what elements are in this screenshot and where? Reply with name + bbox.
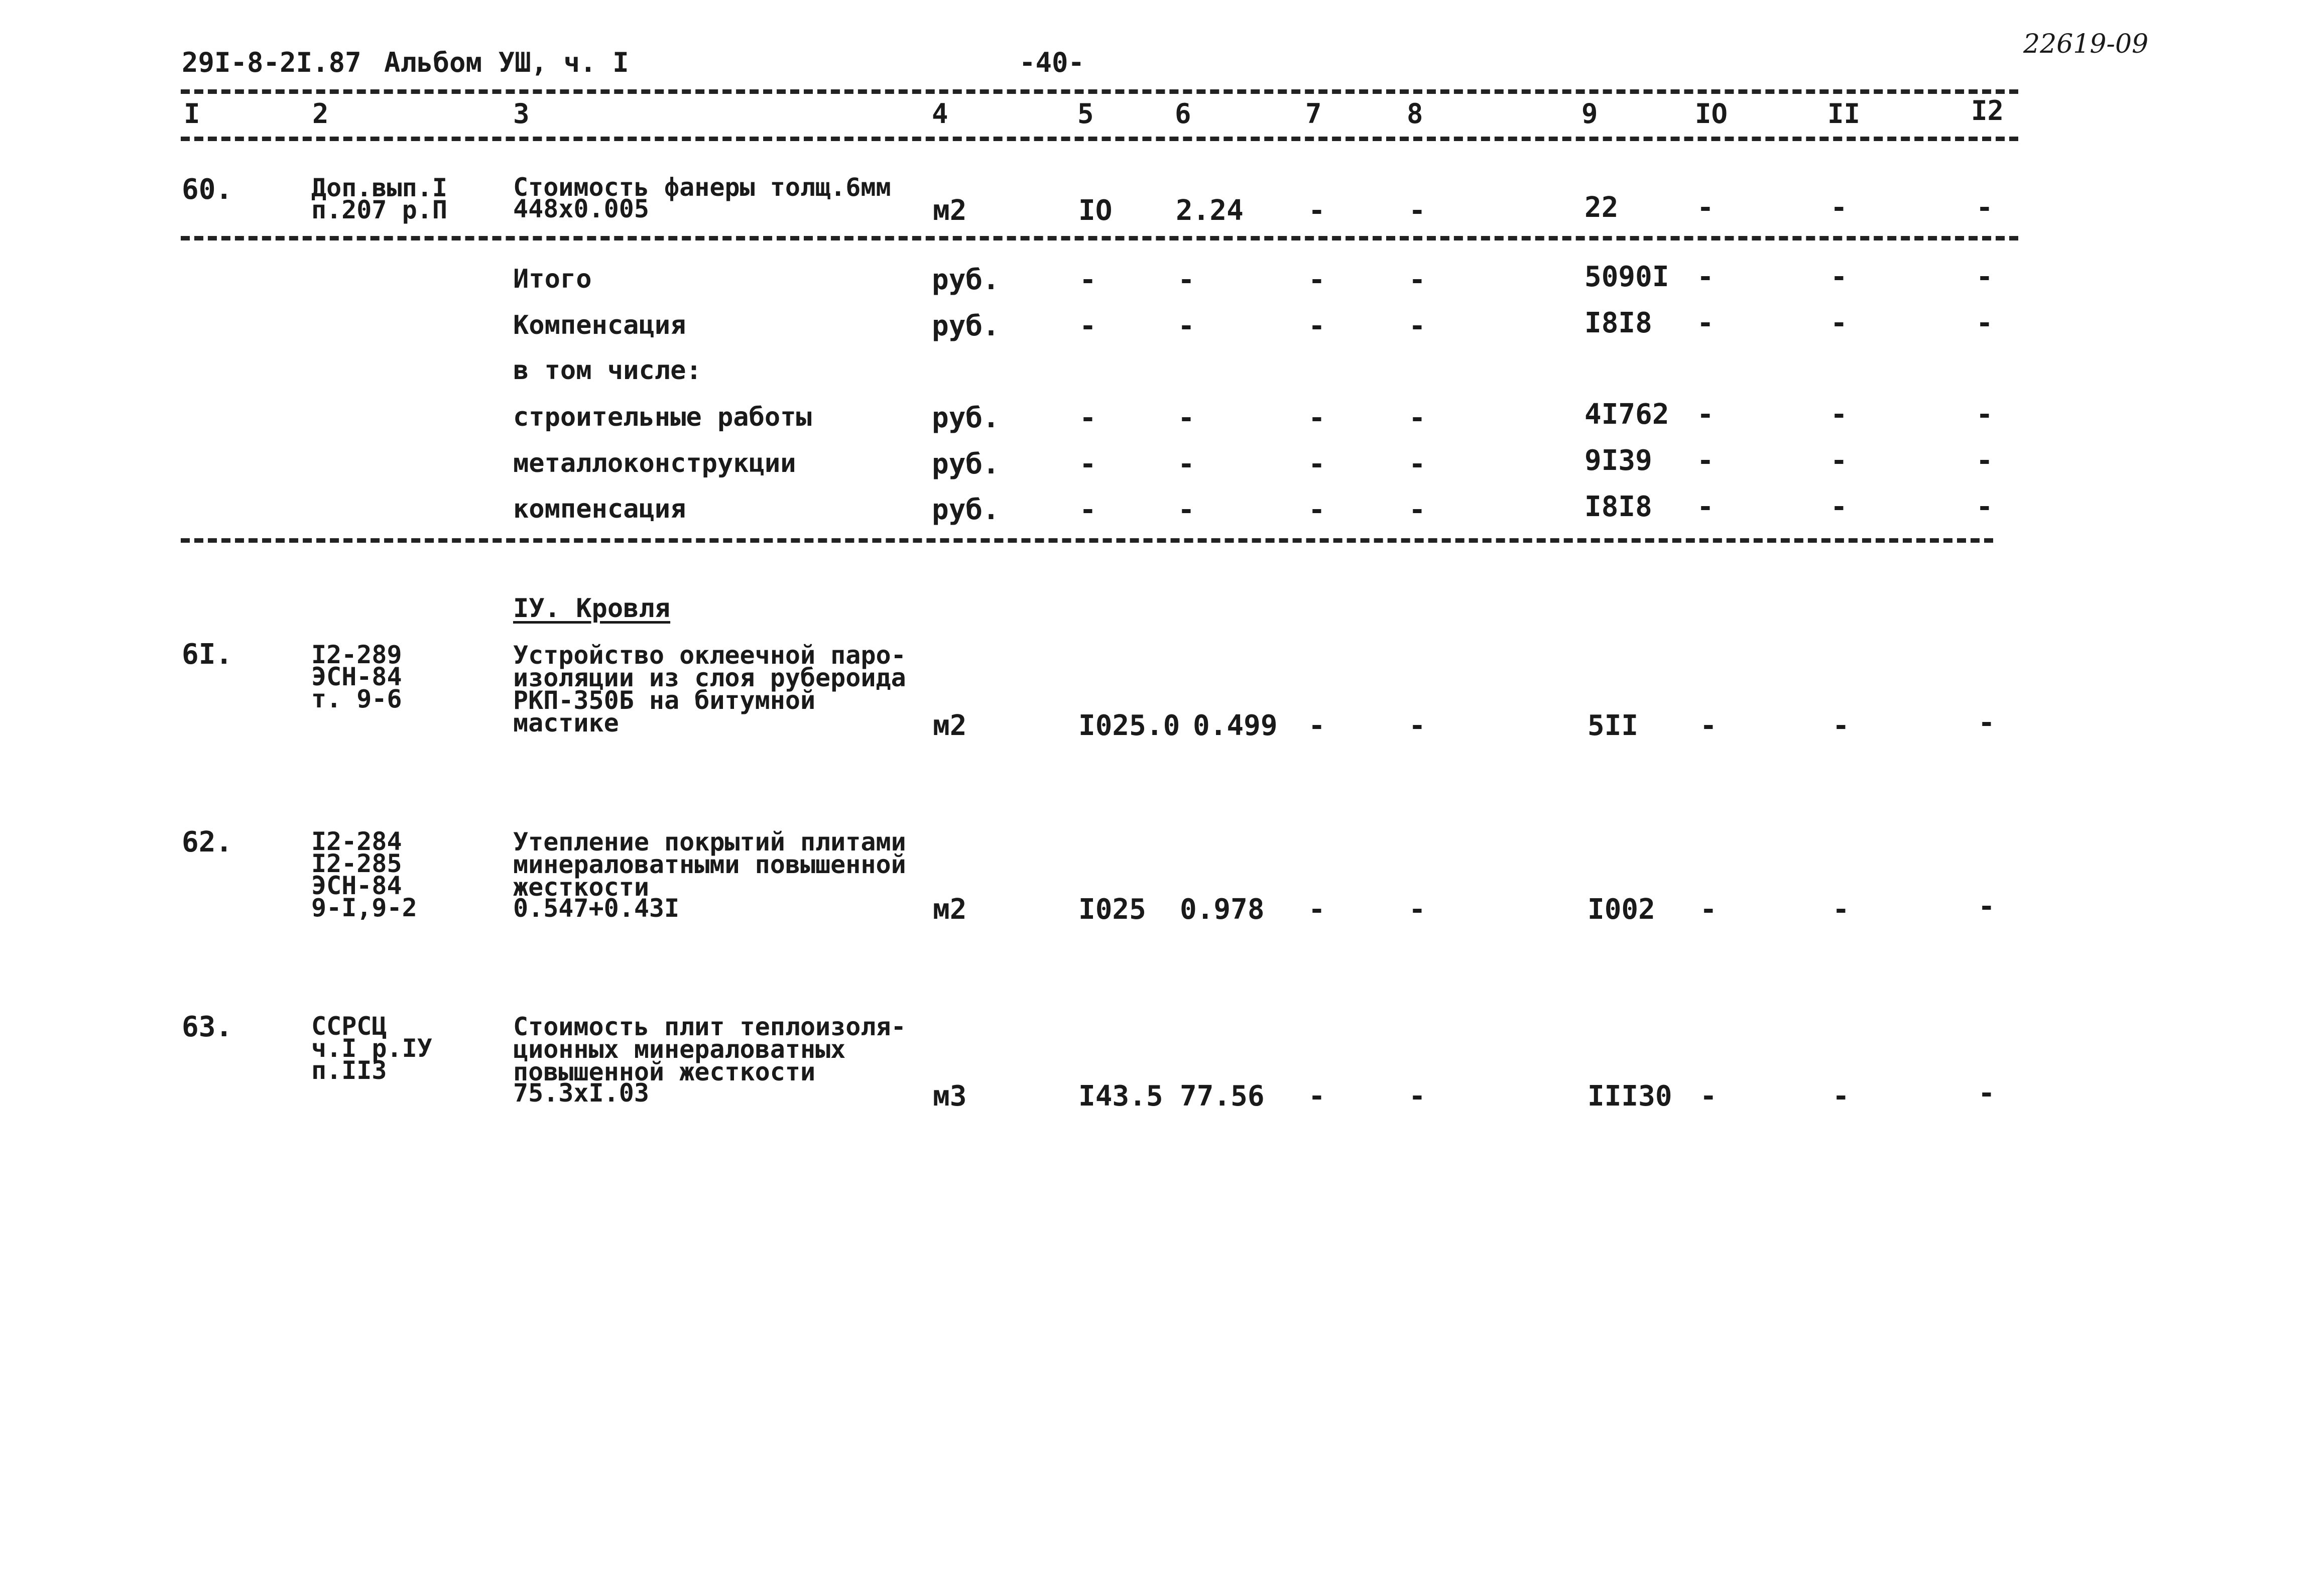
- col-1-header: I: [184, 98, 200, 130]
- row-description-line-4: мастике: [513, 708, 619, 738]
- row-quantity: I025.0: [1078, 709, 1180, 742]
- summary-total: I8I8: [1584, 307, 1652, 339]
- row-unit-price: 0.978: [1180, 893, 1265, 926]
- summary-col5: -: [1079, 310, 1096, 342]
- row-col7: -: [1308, 1080, 1325, 1113]
- row-total: I002: [1587, 893, 1655, 926]
- row-col8: -: [1409, 893, 1426, 926]
- header-rule-top: [181, 89, 2018, 94]
- summary-label: металлоконструкции: [513, 448, 796, 478]
- row-col7: -: [1308, 709, 1325, 742]
- row-col11: -: [1832, 709, 1850, 742]
- row-description-line-2: минераловатными повышенной: [513, 850, 906, 879]
- row-reference-line-2: ч.I р.IУ: [311, 1034, 432, 1063]
- header-rule-bottom: [181, 137, 2018, 141]
- summary-col5: -: [1079, 402, 1096, 434]
- summary-col5: -: [1079, 448, 1096, 480]
- row-unit: м2: [933, 709, 967, 742]
- summary-col7: -: [1308, 310, 1325, 342]
- row-col12: -: [1978, 890, 1995, 923]
- col-11-header: II: [1827, 98, 1861, 130]
- row-reference-line-1: ССРСЦ: [311, 1012, 387, 1041]
- summary-col10: -: [1697, 307, 1714, 339]
- col-9-header: 9: [1581, 98, 1598, 130]
- row-total: 22: [1584, 191, 1619, 224]
- row-description-line-3: жесткости: [513, 873, 649, 902]
- summary-col12: -: [1976, 261, 1993, 293]
- row-col10: -: [1697, 191, 1714, 224]
- summary-unit: руб.: [932, 402, 1000, 434]
- row-quantity: I025: [1078, 893, 1146, 926]
- summary-col8: -: [1409, 310, 1426, 342]
- row-reference-line-3: т. 9-6: [311, 684, 402, 713]
- row-col10: -: [1700, 709, 1717, 742]
- summary-col7: -: [1308, 402, 1325, 434]
- row-reference-line-4: 9-I,9-2: [311, 893, 417, 922]
- summary-col7: -: [1308, 264, 1325, 296]
- row-col12: -: [1978, 1077, 1995, 1110]
- summary-col11: -: [1830, 491, 1848, 523]
- col-8-header: 8: [1407, 98, 1423, 130]
- section-title: IУ. Кровля: [513, 593, 671, 624]
- row-total: 5II: [1587, 709, 1639, 742]
- summary-col6: -: [1178, 448, 1195, 480]
- row-unit: м2: [933, 893, 967, 926]
- row-col12: -: [1976, 191, 1993, 224]
- row-col11: -: [1832, 1080, 1850, 1113]
- row-reference-line-2: I2-285: [311, 849, 402, 878]
- col-7-header: 7: [1305, 98, 1322, 130]
- row-description-line-3: повышенной жесткости: [513, 1057, 816, 1086]
- summary-col7: -: [1308, 494, 1325, 526]
- summary-col12: -: [1976, 444, 1993, 477]
- row-col12: -: [1978, 706, 1995, 739]
- row-description-line-4: 0.547+0.43I: [513, 894, 680, 923]
- summary-total: 5090I: [1584, 261, 1669, 293]
- page-number: -40-: [1019, 47, 1085, 78]
- row-col8: -: [1409, 194, 1426, 227]
- summary-label: строительные работы: [513, 402, 812, 432]
- archive-stamp: 22619-09: [2023, 29, 2149, 59]
- row-col10: -: [1700, 1080, 1717, 1113]
- summary-col12: -: [1976, 398, 1993, 431]
- summary-col12: -: [1976, 307, 1993, 339]
- col-3-header: 3: [513, 98, 530, 130]
- summary-subheading: в том числе:: [513, 355, 702, 386]
- summary-col10: -: [1697, 444, 1714, 477]
- row-description-line-1: Стоимость плит теплоизоля-: [513, 1012, 906, 1041]
- summary-unit: руб.: [932, 310, 1000, 342]
- doc-code: 29I-8-2I.87: [182, 47, 361, 78]
- summary-col8: -: [1409, 264, 1426, 296]
- row-unit: м3: [933, 1080, 967, 1113]
- col-12-header: I2: [1971, 95, 2004, 127]
- row-description-line-2: изоляции из слоя рубероида: [513, 663, 906, 692]
- col-6-header: 6: [1175, 98, 1191, 130]
- row-quantity: I43.5: [1078, 1080, 1163, 1113]
- summary-col11: -: [1830, 261, 1848, 293]
- row-reference-line-1: Доп.вып.I: [311, 173, 447, 202]
- col-10-header: IO: [1695, 98, 1728, 130]
- summary-col12: -: [1976, 491, 1993, 523]
- row-reference-line-1: I2-289: [311, 640, 402, 669]
- row-reference-line-3: п.II3: [311, 1056, 387, 1085]
- row-col11: -: [1830, 191, 1848, 224]
- row-col10: -: [1700, 893, 1717, 926]
- summary-label: компенсация: [513, 494, 686, 524]
- row-number: 6I.: [182, 638, 233, 671]
- summary-unit: руб.: [932, 264, 1000, 296]
- summary-col11: -: [1830, 307, 1848, 339]
- summary-label: Компенсация: [513, 310, 686, 340]
- row-description-line-3: РКП-350Б на битумной: [513, 686, 816, 715]
- summary-label: Итого: [513, 264, 592, 294]
- summary-col8: -: [1409, 494, 1426, 526]
- row-reference-line-2: ЭСН-84: [311, 662, 402, 691]
- row-number: 62.: [182, 826, 233, 859]
- row-reference-line-3: ЭСН-84: [311, 871, 402, 900]
- row-description-line-2: ционных минераловатных: [513, 1035, 846, 1064]
- summary-col11: -: [1830, 444, 1848, 477]
- row-unit-price: 2.24: [1176, 194, 1244, 227]
- row-unit: м2: [933, 194, 967, 227]
- col-4-header: 4: [932, 98, 948, 130]
- summary-col10: -: [1697, 398, 1714, 431]
- row-unit-price: 0.499: [1193, 709, 1278, 742]
- row-number: 63.: [182, 1011, 233, 1043]
- row-quantity: IO: [1078, 194, 1113, 227]
- summary-col8: -: [1409, 448, 1426, 480]
- row-description-line-1: Стоимость фанеры толщ.6мм: [513, 173, 891, 202]
- row-col8: -: [1409, 1080, 1426, 1113]
- summary-col5: -: [1079, 494, 1096, 526]
- summary-col6: -: [1178, 402, 1195, 434]
- row60-rule: [181, 236, 2018, 240]
- summary-col5: -: [1079, 264, 1096, 296]
- row-reference-line-1: I2-284: [311, 827, 402, 856]
- album-label: Альбом УШ, ч. I: [384, 47, 629, 78]
- col-2-header: 2: [312, 98, 329, 130]
- row-unit-price: 77.56: [1180, 1080, 1265, 1113]
- row-description-line-1: Устройство оклеечной паро-: [513, 641, 906, 670]
- row-col8: -: [1409, 709, 1426, 742]
- summary-col8: -: [1409, 402, 1426, 434]
- summary-total: 9I39: [1584, 444, 1652, 477]
- row-description-line-2: 448х0.005: [513, 194, 649, 223]
- row-col7: -: [1308, 893, 1325, 926]
- summary-col10: -: [1697, 491, 1714, 523]
- summary-col6: -: [1178, 264, 1195, 296]
- row-description-line-4: 75.3хI.03: [513, 1078, 649, 1108]
- summary-unit: руб.: [932, 494, 1000, 526]
- summary-col6: -: [1178, 494, 1195, 526]
- row-total: III30: [1587, 1080, 1672, 1113]
- summary-rule: [181, 538, 1993, 543]
- summary-col6: -: [1178, 310, 1195, 342]
- row-number: 60.: [182, 173, 233, 206]
- col-5-header: 5: [1077, 98, 1094, 130]
- summary-unit: руб.: [932, 448, 1000, 480]
- summary-col10: -: [1697, 261, 1714, 293]
- summary-total: 4I762: [1584, 398, 1669, 431]
- summary-total: I8I8: [1584, 491, 1652, 523]
- summary-col11: -: [1830, 398, 1848, 431]
- summary-col7: -: [1308, 448, 1325, 480]
- row-description-line-1: Утепление покрытий плитами: [513, 827, 906, 857]
- row-col7: -: [1308, 194, 1325, 227]
- row-reference-line-2: п.207 р.П: [311, 195, 447, 224]
- row-col11: -: [1832, 893, 1850, 926]
